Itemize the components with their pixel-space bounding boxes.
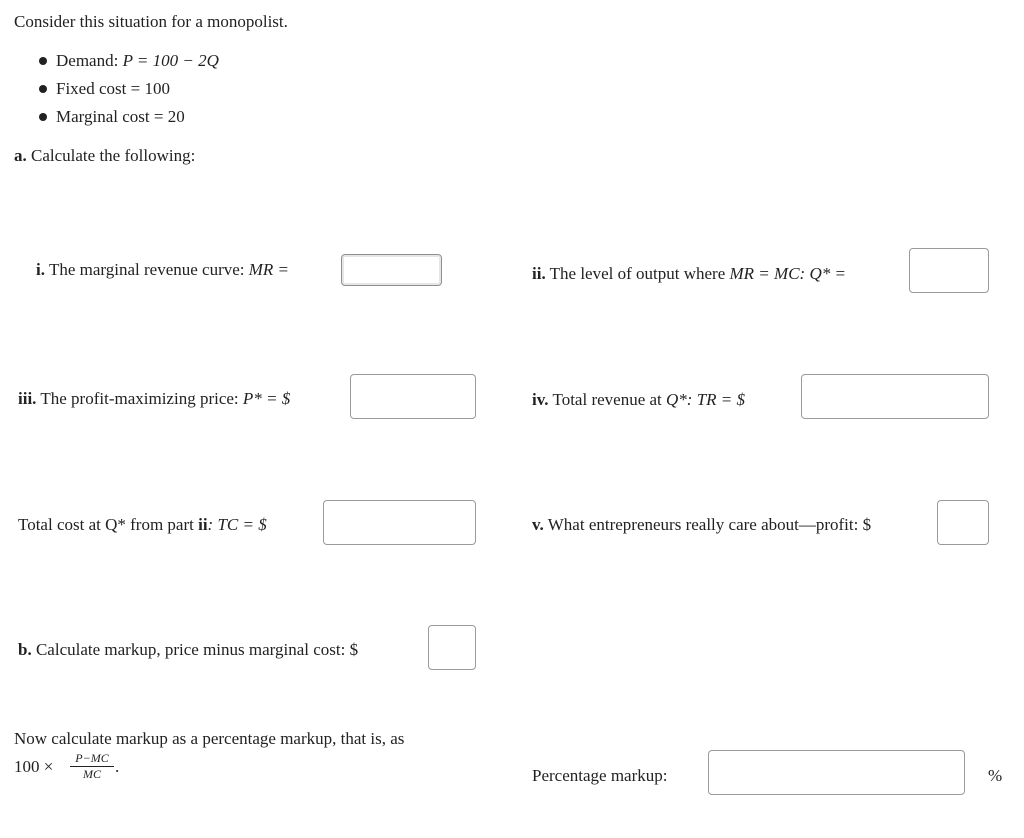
part-a-heading xyxy=(14,146,195,166)
fraction-denominator: MC xyxy=(83,767,101,781)
list-item xyxy=(36,78,219,106)
question-iii-number: iii. xyxy=(18,389,37,408)
total-cost-text: Total cost at Q* from part xyxy=(18,515,194,534)
total-cost-input[interactable] xyxy=(323,500,476,545)
question-ii-label xyxy=(532,264,846,284)
question-v-text: What entrepreneurs really care about—profit: $ xyxy=(547,515,872,534)
percentage-intro-suffix: . xyxy=(115,757,120,776)
part-b-text: Calculate markup, price minus marginal cost: $ xyxy=(35,640,359,659)
question-iii-text: The profit-maximizing price: xyxy=(40,389,239,408)
question-iii-equation: P* = $ xyxy=(242,389,291,408)
profit-input[interactable] xyxy=(937,500,989,545)
given-conditions-list xyxy=(36,50,219,134)
question-iii-label xyxy=(18,389,290,409)
intro-text: Consider this situation for a monopolist. xyxy=(14,12,288,31)
question-ii-text: The level of output where xyxy=(549,264,726,283)
fraction-bar xyxy=(70,766,114,767)
question-iv-text: Total revenue at xyxy=(552,390,662,409)
demand-equation: P = 100 − 2Q xyxy=(122,51,219,70)
percentage-intro-line1: Now calculate markup as a percentage markup, that is, as xyxy=(14,729,405,748)
question-i-number: i. xyxy=(36,260,45,279)
markup-fraction xyxy=(70,752,114,781)
percentage-markup-input[interactable] xyxy=(708,750,965,795)
total-cost-part-ref: ii xyxy=(198,515,208,534)
question-v-label xyxy=(532,515,871,535)
question-iv-number: iv. xyxy=(532,390,549,409)
fixed-cost-text: Fixed cost = 100 xyxy=(56,79,170,98)
markup-input[interactable] xyxy=(428,625,476,670)
demand-label: Demand: xyxy=(56,51,119,70)
part-b-number: b. xyxy=(18,640,32,659)
percentage-markup-label: Percentage markup: xyxy=(532,766,668,785)
question-i-label xyxy=(36,260,289,280)
question-ii-number: ii. xyxy=(532,264,546,283)
total-cost-equation: : TC = $ xyxy=(207,515,267,534)
question-v-number: v. xyxy=(532,515,544,534)
part-a-number: a. xyxy=(14,146,27,165)
percentage-intro-prefix: 100 × xyxy=(14,757,54,776)
marginal-cost-text: Marginal cost = 20 xyxy=(56,107,185,126)
question-i-text: The marginal revenue curve: xyxy=(48,260,245,279)
part-b-label xyxy=(18,640,358,660)
total-cost-label xyxy=(18,515,267,535)
output-level-input[interactable] xyxy=(909,248,989,293)
question-i-equation: MR = xyxy=(248,260,290,279)
total-revenue-input[interactable] xyxy=(801,374,989,419)
part-a-text: Calculate the following: xyxy=(31,146,196,165)
question-ii-equation: MR = MC: Q* = xyxy=(729,264,846,283)
question-iv-label xyxy=(532,390,745,410)
profit-max-price-input[interactable] xyxy=(350,374,476,419)
percent-unit: % xyxy=(988,766,1003,785)
fraction-numerator: P−MC xyxy=(75,751,109,765)
list-item xyxy=(36,50,219,78)
list-item xyxy=(36,106,219,134)
question-iv-equation: Q*: TR = $ xyxy=(666,390,746,409)
marginal-revenue-input[interactable] xyxy=(341,254,442,286)
